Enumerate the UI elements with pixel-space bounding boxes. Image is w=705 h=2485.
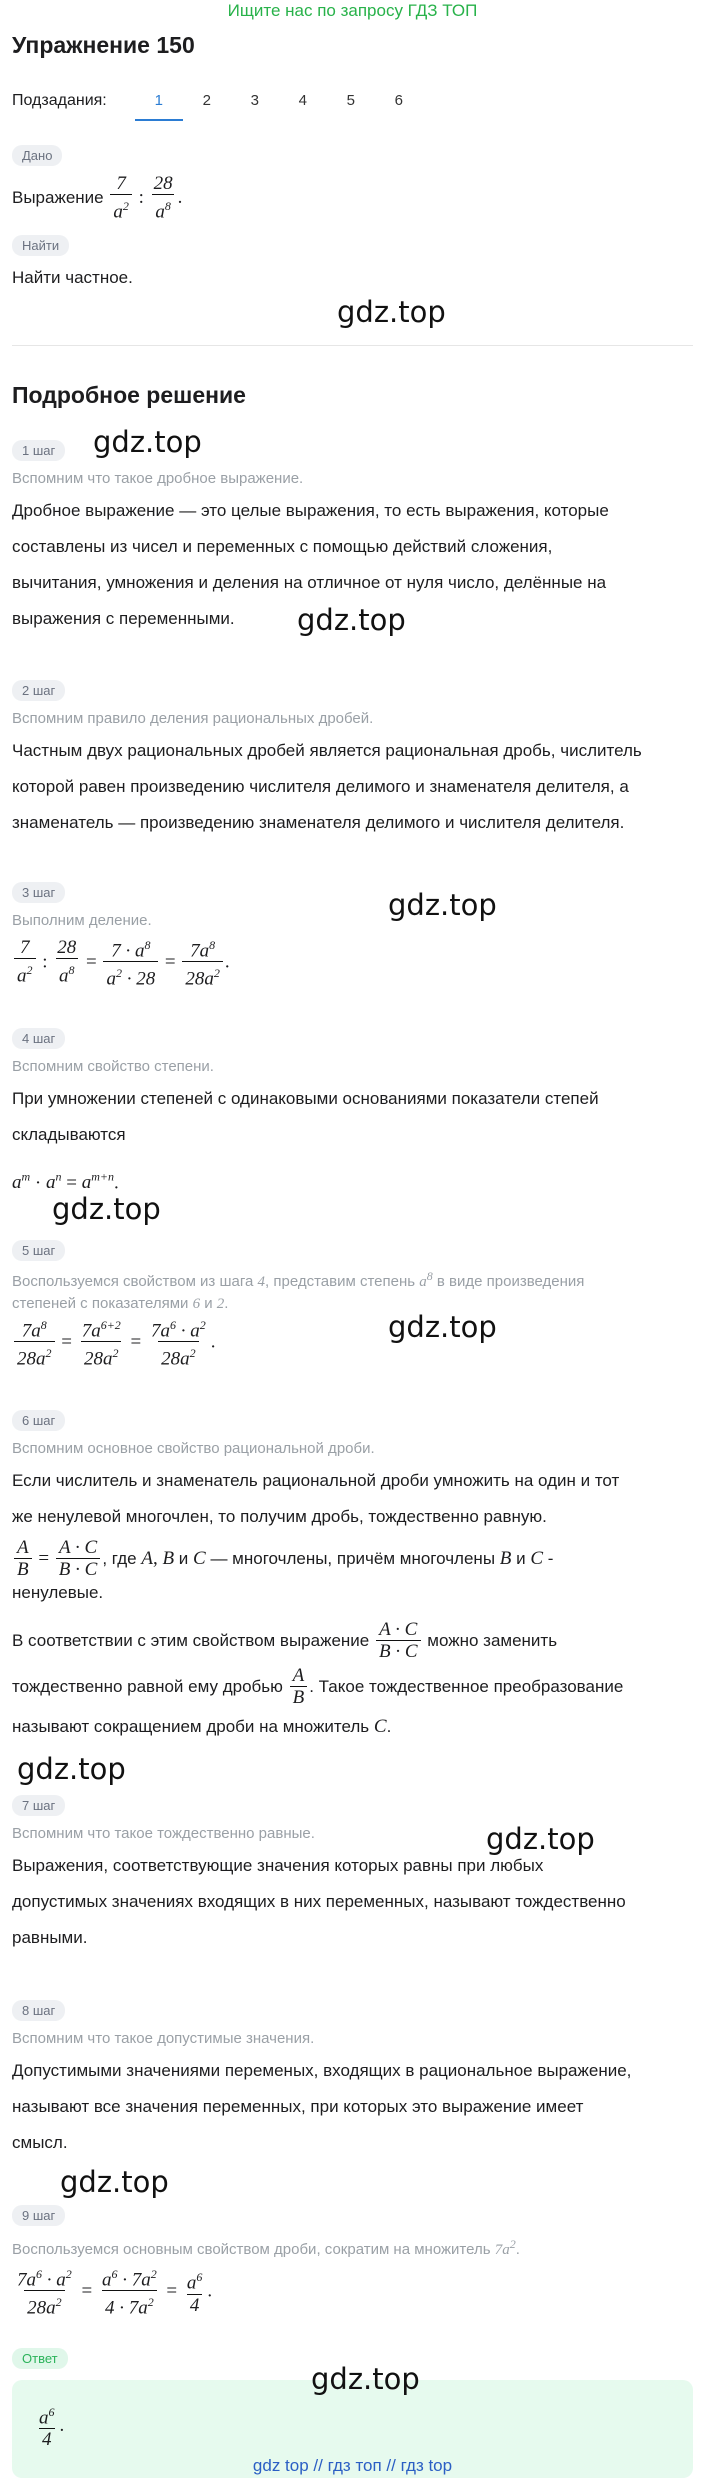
step-badge: 6 шаг bbox=[12, 1410, 65, 1431]
reduction-formula: $\frac{7a^6 \cdot a^2}{28a^2}$ = $\frac{a^6 \cdot 7a^2}{4 \cdot 7a^2}$ = $\frac{a^6}{4}$ . bbox=[17, 2267, 213, 2319]
fraction-property-line: $\frac{A}{B}$ = $\frac{A \cdot C}{B \cdot C}$ , где A, B и C — многочлены, причём многочлены B и C - bbox=[0, 1535, 705, 1583]
watermark: gdz.top bbox=[17, 1752, 126, 1786]
step-badge: 4 шаг bbox=[12, 1028, 65, 1049]
watermark: gdz.top bbox=[311, 2362, 420, 2396]
watermark: gdz.top bbox=[388, 888, 497, 922]
answer-value: $\frac{a^6}{4}$ . bbox=[39, 2405, 65, 2451]
step-2 bbox=[0, 680, 705, 841]
step-hint: Воспользуемся основным свойством дроби, сократим на множитель $7a^2$. bbox=[12, 2237, 520, 2258]
step-text-line: Допустимыми значениями переменых, входящих в рациональное выражение, bbox=[12, 2061, 632, 2080]
watermark: gdz.top bbox=[60, 2165, 169, 2199]
answer-badge-row bbox=[0, 2348, 68, 2369]
watermark: gdz.top bbox=[52, 1192, 161, 1226]
top-banner[interactable]: Ищите нас по запросу ГДЗ ТОП bbox=[227, 1, 478, 20]
given-badge: Дано bbox=[12, 145, 62, 166]
step-badge: 7 шаг bbox=[12, 1795, 65, 1816]
tab-6[interactable]: 6 bbox=[394, 92, 403, 109]
page-title: Упражнение 150 bbox=[12, 32, 195, 58]
step-text-line: же ненулевой многочлен, то получим дробь, тождественно равную. bbox=[12, 1507, 547, 1526]
step-text-line: ненулевые. bbox=[12, 1583, 104, 1602]
step-text-line: смысл. bbox=[12, 2133, 68, 2152]
step-3 bbox=[0, 882, 705, 991]
given-section bbox=[0, 145, 705, 296]
step-text-line: Выражения, соответствующие значения которых равны при любых bbox=[12, 1856, 544, 1875]
step-8 bbox=[0, 2000, 705, 2161]
tab-2[interactable]: 2 bbox=[202, 92, 211, 109]
step-hint: Вспомним что такое тождественно равные. bbox=[12, 1825, 315, 1842]
step-text-line: допустимых значениях входящих в них переменных, называют тождественно bbox=[12, 1892, 626, 1911]
power-decomposition-formula: $\frac{7a^8}{28a^2}$ = $\frac{7a^{6+2}}{28a^2}$ = $\frac{7a^6 \cdot a^2}{28a^2}$ . bbox=[0, 1315, 705, 1371]
step-text-line: равными. bbox=[12, 1928, 88, 1947]
tab-5[interactable]: 5 bbox=[346, 92, 355, 109]
step-text-line: Дробное выражение — это целые выражения, то есть выражения, которые bbox=[12, 501, 609, 520]
step-hint: Вспомним что такое дробное выражение. bbox=[12, 470, 304, 487]
step-badge: 1 шаг bbox=[12, 440, 65, 461]
solution-heading: Подробное решение bbox=[12, 382, 246, 408]
watermark: gdz.top bbox=[297, 603, 406, 637]
step-badge: 3 шаг bbox=[12, 882, 65, 903]
step-hint: Воспользуемся свойством из шага 4, представим степень $a^8$ в виде произведения степеней с показателями 6 и 2. bbox=[12, 1269, 585, 1312]
step-text-line: называют все значения переменных, при которых это выражение имеет bbox=[12, 2097, 584, 2116]
step-6 bbox=[0, 1410, 705, 1745]
step-text-line: Если числитель и знаменатель рациональной дроби умножить на один и тот bbox=[12, 1471, 620, 1490]
step-badge: 9 шаг bbox=[12, 2205, 65, 2226]
step-7 bbox=[0, 1795, 705, 1956]
given-expression: Выражение $\frac{7}{a^2}$ : $\frac{28}{a^8}$ . bbox=[12, 173, 183, 223]
step-text-line: При умножении степеней с одинаковыми основаниями показатели степей bbox=[12, 1089, 599, 1108]
step-text-line: выражения с переменными. bbox=[12, 609, 235, 628]
step-hint: Вспомним правило деления рациональных дробей. bbox=[12, 710, 374, 727]
step-hint: Выполним деление. bbox=[12, 912, 152, 929]
watermark: gdz.top bbox=[388, 1310, 497, 1344]
step-text-line: которой равен произведению числителя делимого и знаменателя делителя, а bbox=[12, 777, 629, 796]
reduction-text-3: называют сокращением дроби на множитель C. bbox=[12, 1716, 392, 1738]
step-9 bbox=[0, 2205, 705, 2320]
divider bbox=[12, 345, 693, 346]
watermark: gdz.top bbox=[486, 1822, 595, 1856]
find-text: Найти частное. bbox=[12, 268, 133, 288]
subtasks-bar bbox=[12, 81, 705, 121]
step-text-line: вычитания, умножения и деления на отличное от нуля число, делённые на bbox=[12, 573, 607, 592]
step-badge: 5 шаг bbox=[12, 1240, 65, 1261]
watermark: gdz.top bbox=[337, 295, 446, 329]
step-hint: Вспомним что такое допустимые значения. bbox=[12, 2030, 315, 2047]
step-badge: 8 шаг bbox=[12, 2000, 65, 2021]
reduction-text: В соответствии с этим свойством выражение $\frac{A \cdot C}{B \cdot C}$ можно заменить bbox=[12, 1619, 558, 1663]
tab-1[interactable]: 1 bbox=[135, 81, 183, 121]
step-text-line: знаменатель — произведению знаменателя делимого и числителя делителя. bbox=[12, 813, 625, 832]
step-badge: 2 шаг bbox=[12, 680, 65, 701]
reduction-text-2: тождественно равной ему дробью $\frac{A}{B}$ . Такое тождественное преобразование bbox=[12, 1665, 624, 1709]
tab-3[interactable]: 3 bbox=[250, 92, 259, 109]
division-formula: $\frac{7}{a^2}$ : $\frac{28}{a^8}$ = $\frac{7 \cdot a^8}{a^2 \cdot 28}$ = $\frac{7a^8}{28a^2}$ . bbox=[0, 935, 705, 991]
footer-links[interactable]: gdz top // гдз топ // гдз top bbox=[252, 2456, 453, 2475]
step-text-line: составлены из чисел и переменных с помощью действий сложения, bbox=[12, 537, 553, 556]
find-badge: Найти bbox=[12, 235, 69, 256]
tab-4[interactable]: 4 bbox=[298, 92, 307, 109]
step-4 bbox=[0, 1028, 705, 1201]
watermark: gdz.top bbox=[93, 425, 202, 459]
step-5 bbox=[0, 1240, 705, 1371]
answer-badge: Ответ bbox=[12, 2348, 68, 2369]
subtasks-label: Подзадания: bbox=[12, 92, 107, 109]
step-text-line: Частным двух рациональных дробей является рациональная дробь, числитель bbox=[12, 741, 642, 760]
power-formula: $a^m \cdot a^n = a^{m+n}$. bbox=[12, 1170, 119, 1194]
step-text-line: складываются bbox=[12, 1125, 126, 1144]
step-hint: Вспомним свойство степени. bbox=[12, 1058, 214, 1075]
step-hint: Вспомним основное свойство рациональной дроби. bbox=[12, 1440, 375, 1457]
